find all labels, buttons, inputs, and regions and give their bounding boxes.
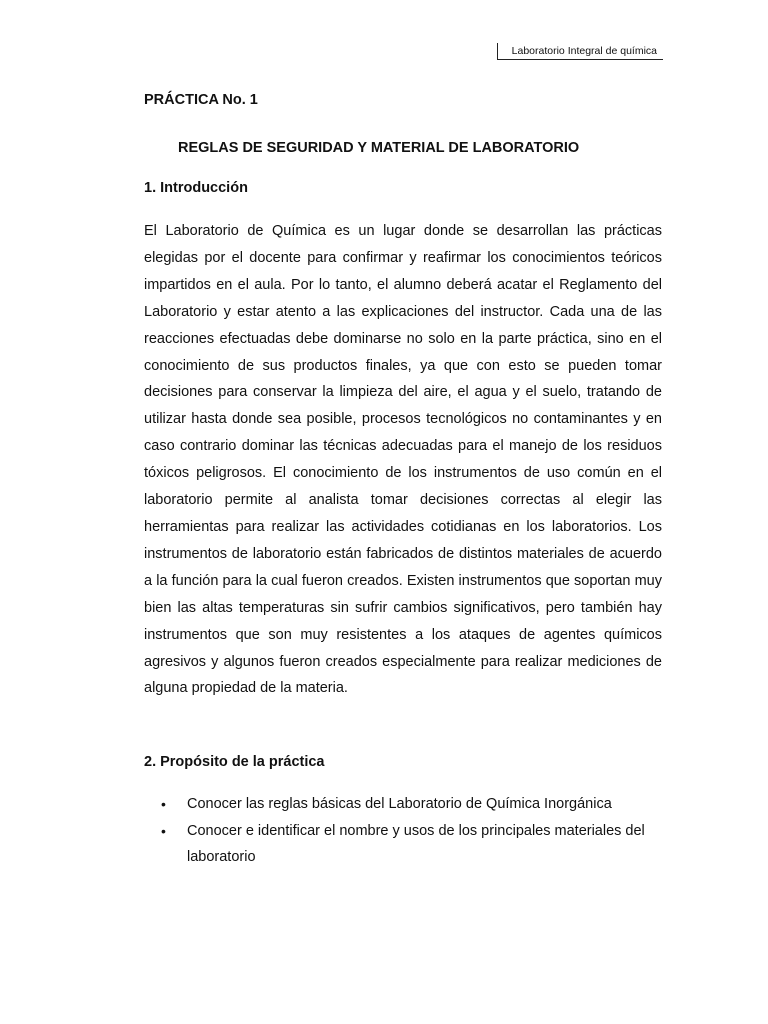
purpose-heading: 2. Propósito de la práctica — [144, 754, 325, 770]
running-header: Laboratorio Integral de química — [497, 43, 663, 60]
purpose-list-item — [144, 818, 662, 871]
introduction-heading: 1. Introducción — [144, 180, 248, 196]
bullet-icon: • — [161, 796, 166, 812]
purpose-item-text: Conocer las reglas básicas del Laboratorio de Química Inorgánica — [187, 796, 612, 812]
purpose-list-item — [144, 791, 662, 818]
document-title: REGLAS DE SEGURIDAD Y MATERIAL DE LABORATORIO — [178, 140, 580, 156]
practice-number: PRÁCTICA No. 1 — [144, 92, 258, 108]
introduction-paragraph: El Laboratorio de Química es un lugar donde se desarrollan las prácticas elegidas por el docente para confirmar y reafirmar los conocimientos teóricos impartidos en el aula. Por lo tanto, el alumno deberá acatar el Reglamento del Laboratorio y estar atento a las explicaciones del instructor. Cada una de las reacciones efectuadas debe dominarse no solo en la parte práctica, sino en el conocimiento de sus productos finales, ya que con esto se pueden tomar decisiones para conservar la limpieza del aire, el agua y el suelo, tratando de utilizar hasta donde sea posible, procesos tecnológicos no contaminantes y en caso contrario dominar las técnicas adecuadas para el manejo de los residuos tóxicos peligrosos. El conocimiento de los instrumentos de uso común en el laboratorio permite al analista tomar decisiones correctas al elegir las herramientas para realizar las actividades cotidianas en los laboratorios. Los instrumentos de laboratorio están fabricados de distintos materiales de acuerdo a la función para la cual fueron creados. Existen instrumentos que soportan muy bien las altas temperaturas sin sufrir cambios significativos, pero también hay instrumentos que son muy resistentes a los ataques de agentes químicos agresivos y algunos fueron creados especialmente para realizar mediciones de alguna propiedad de la materia. — [144, 223, 662, 697]
purpose-item-text: Conocer e identificar el nombre y usos de los principales materiales del laboratorio — [187, 822, 645, 865]
bullet-icon: • — [161, 822, 166, 839]
purpose-list — [144, 791, 662, 871]
